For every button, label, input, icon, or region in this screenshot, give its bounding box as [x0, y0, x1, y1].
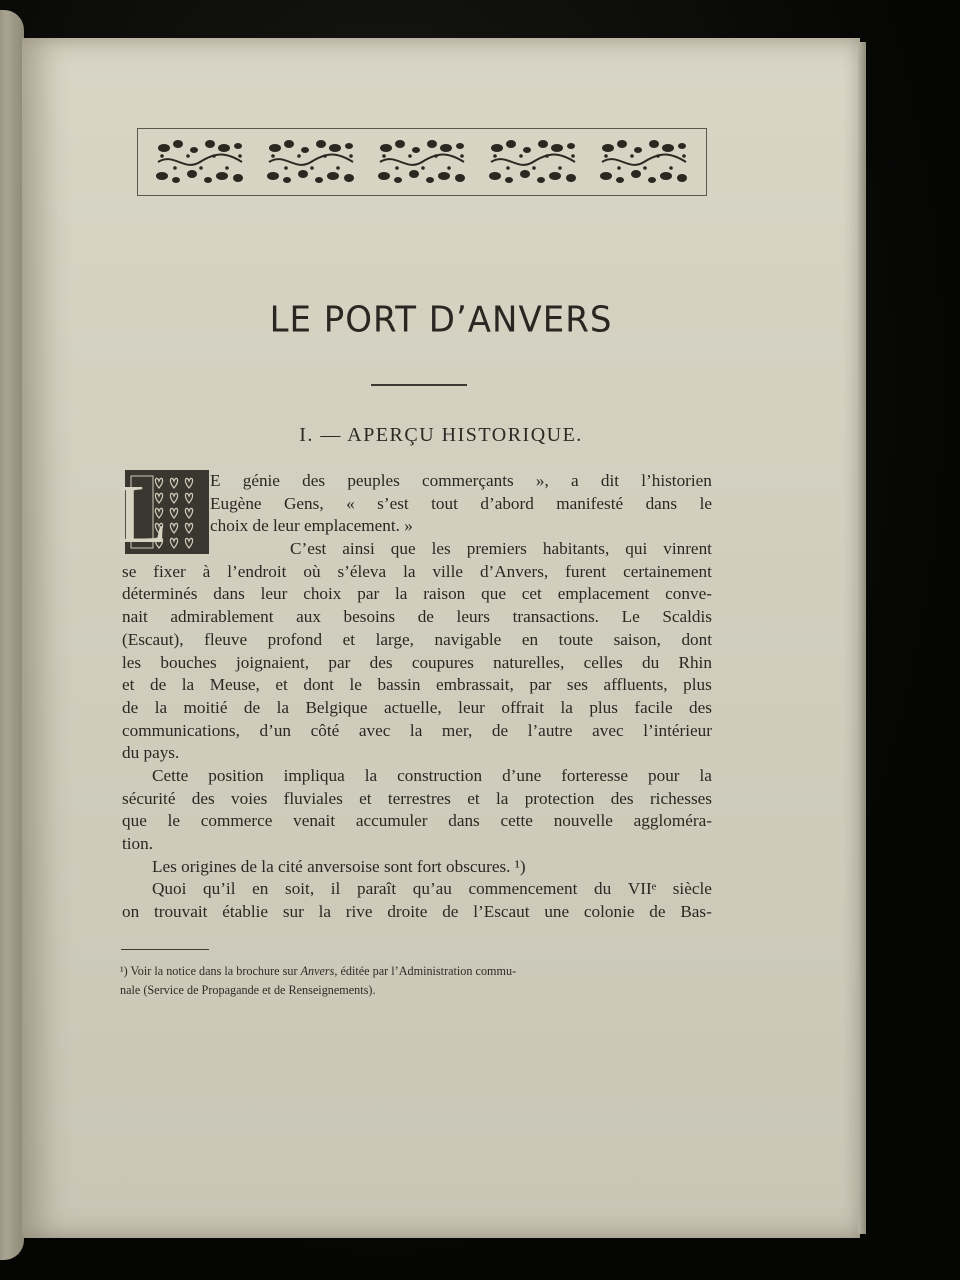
body-line: nait admirablement aux besoins de leurs transactions. Le Scaldis: [122, 607, 712, 627]
body-line: du pays.: [122, 743, 180, 763]
body-line: et de la Meuse, et dont le bassin embrassait, par ses affluents, plus: [122, 675, 712, 695]
footnote-line-2: nale (Service de Propagande et de Renseignements).: [120, 982, 376, 997]
previous-page-edge: [0, 10, 24, 1260]
footnote: [120, 962, 712, 999]
body-line: E génie des peuples commerçants », a dit l’historien: [210, 471, 712, 490]
body-line: sécurité des voies fluviales et terrestres et la protection des richesses: [122, 788, 712, 808]
footnote-marker: ¹): [120, 964, 128, 978]
body-text: [122, 470, 712, 924]
body-line: Les origines de la cité anversoise sont fort obscures. ¹): [152, 856, 526, 876]
floral-ornament-icon: [487, 134, 579, 190]
title-rule: [371, 384, 467, 386]
body-line: communications, d’un côté avec la mer, de l’autre avec l’intérieur: [122, 720, 712, 740]
dropcap-letter: L: [116, 468, 168, 561]
floral-ornament-icon: [598, 134, 690, 190]
body-line: Cette position impliqua la construction d’une forteresse pour la: [152, 765, 712, 785]
body-line: que le commerce venait accumuler dans cette nouvelle aggloméra-: [122, 811, 712, 831]
footnote-text-before: Voir la notice dans la brochure sur: [130, 964, 298, 978]
footnote-text-after: éditée par l’Administration commu-: [340, 964, 517, 978]
floral-ornament-icon: [154, 134, 246, 190]
body-line: on trouvait établie sur la rive droite de l’Escaut une colonie de Bas-: [122, 902, 712, 922]
body-line: de la moitié de la Belgique actuelle, leur offrait la plus facile des: [122, 697, 712, 717]
section-heading: I. — APERÇU HISTORIQUE.: [299, 424, 583, 446]
floral-ornament-icon: [376, 134, 468, 190]
page-title: LE PORT D’ANVERS: [269, 299, 613, 341]
body-line: déterminés dans leur choix par la raison que cet emplacement conve-: [122, 584, 712, 604]
body-line: Eugène Gens, « s’est tout d’abord manifesté dans le: [210, 493, 712, 513]
book-page: [22, 38, 860, 1238]
body-line: tion.: [122, 834, 154, 853]
footnote-italic: Anvers,: [300, 964, 338, 978]
body-line: se fixer à l’endroit où s’éleva la ville d’Anvers, furent certainement: [122, 561, 712, 581]
body-line: les bouches joignaient, par des coupures naturelles, celles du Rhin: [122, 652, 712, 672]
body-line: (Escaut), fleuve profond et large, navigable en toute saison, dont: [122, 629, 712, 649]
floral-ornament-icon: [265, 134, 357, 190]
ornamental-header-band: [137, 128, 707, 196]
page-edge: [858, 42, 866, 1234]
footnote-rule: [121, 949, 209, 950]
body-line: choix de leur emplacement. »: [210, 516, 413, 536]
body-line: C’est ainsi que les premiers habitants, qui vinrent: [290, 539, 712, 559]
body-line: Quoi qu’il en soit, il paraît qu’au commencement du VIIᵉ siècle: [152, 879, 712, 899]
